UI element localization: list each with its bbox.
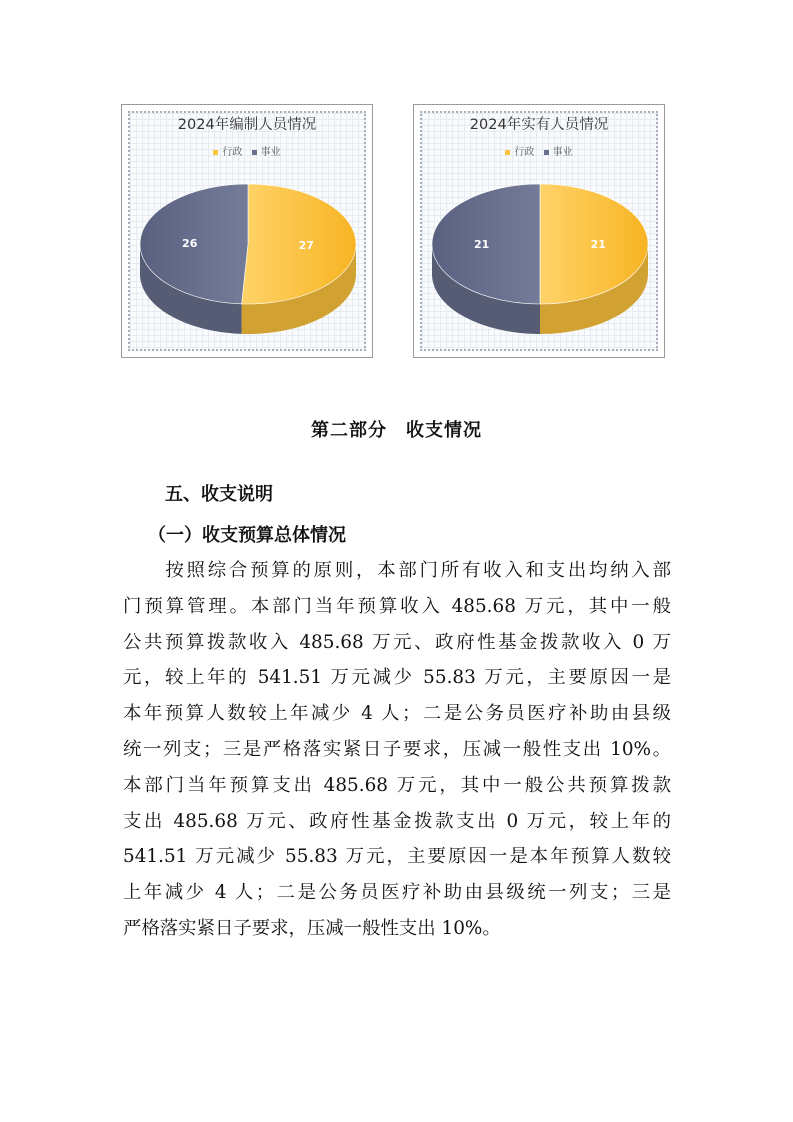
paragraph-line: 本年预算人数较上年减少 4 人；二是公务员医疗补助由县级 — [123, 703, 671, 725]
paragraph-line: 支出 485.68 万元、政府性基金拨款支出 0 万元，较上年的 — [123, 810, 671, 832]
paragraph-line: 统一列支；三是严格落实紧日子要求，压减一般性支出 10%。 — [123, 738, 671, 760]
pie-data-label: 26 — [182, 237, 198, 251]
paragraph-line: 元，较上年的 541.51 万元减少 55.83 万元，主要原因一是 — [123, 667, 671, 689]
pie-data-label: 21 — [474, 238, 490, 251]
pie-svg — [414, 105, 666, 359]
legend-label: 行政 — [222, 147, 243, 158]
legend-label: 行政 — [514, 147, 535, 158]
pie-data-label: 21 — [590, 238, 606, 251]
legend-label: 事业 — [260, 147, 281, 158]
paragraph-line: 541.51 万元减少 55.83 万元，主要原因一是本年预算人数较 — [123, 846, 671, 868]
heading-income-expense-explanation: 五、收支说明 — [165, 484, 273, 505]
pie-data-label: 27 — [298, 238, 314, 252]
actual-staff-chart — [413, 104, 665, 358]
paragraph-line: 公共预算拨款收入 485.68 万元、政府性基金拨款收入 0 万 — [123, 631, 671, 653]
body-paragraph — [123, 553, 671, 947]
paragraph-line: 上年减少 4 人；二是公务员医疗补助由县级统一列支；三是 — [123, 882, 671, 904]
heading-budget-overview: （一）收支预算总体情况 — [148, 525, 346, 546]
paragraph-line: 本部门当年预算支出 485.68 万元，其中一般公共预算拨款 — [123, 774, 671, 796]
chart-title: 2024年编制人员情况 — [177, 117, 317, 133]
pie-svg — [122, 105, 374, 359]
paragraph-line: 门预算管理。本部门当年预算收入 485.68 万元，其中一般 — [123, 595, 671, 617]
section-title: 第二部分 收支情况 — [311, 420, 482, 441]
legend-label: 事业 — [552, 147, 573, 158]
chart-title: 2024年实有人员情况 — [469, 117, 609, 133]
staffing-chart — [121, 104, 373, 358]
paragraph-line: 严格落实紧日子要求，压减一般性支出 10%。 — [123, 917, 501, 939]
paragraph-line: 按照综合预算的原则，本部门所有收入和支出均纳入部 — [123, 560, 671, 581]
